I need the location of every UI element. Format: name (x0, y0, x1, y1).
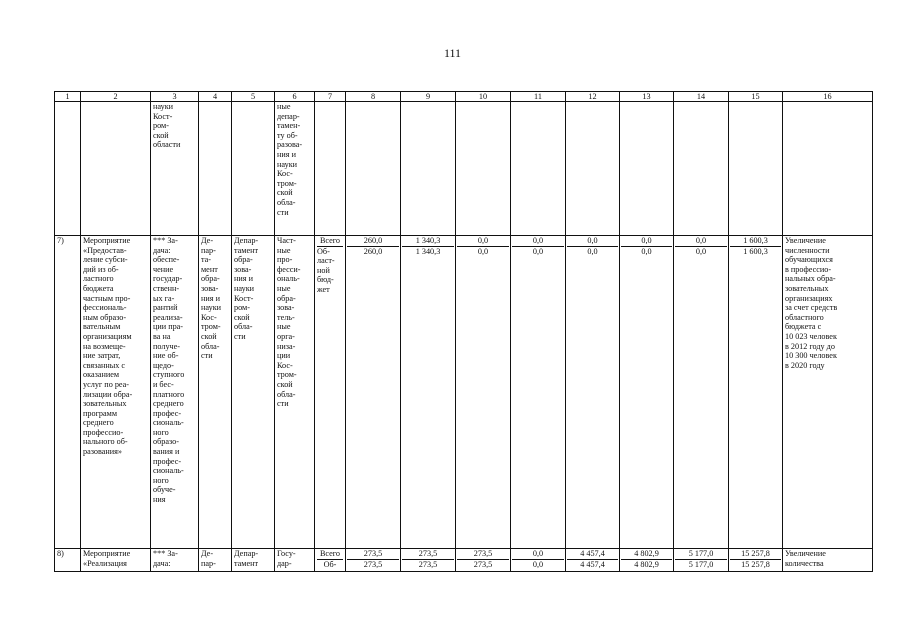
source-regional: Об- (323, 559, 337, 569)
value-total: 0,0 (567, 236, 618, 247)
value-total: 273,5 (402, 549, 454, 560)
value-total: 0,0 (457, 236, 509, 247)
value-cell (456, 549, 511, 572)
value-total: 0,0 (621, 236, 672, 247)
value-regional: 273,5 (418, 559, 438, 569)
value-total: 4 457,4 (567, 549, 618, 560)
source-cell (315, 236, 346, 549)
value-regional: 1 340,3 (415, 246, 441, 256)
header-cell: 8 (346, 92, 401, 102)
header-cell: 14 (674, 92, 729, 102)
value-total: 15 257,8 (730, 549, 781, 560)
table-row-7 (55, 236, 873, 549)
header-cell: 6 (275, 92, 315, 102)
value-total: 0,0 (675, 236, 727, 247)
row-number: 8) (55, 549, 81, 572)
header-cell: 16 (783, 92, 873, 102)
participant-cell: Част- ные про- фесси- ональ- ные обра- зова- тель- ные орга- низа- ции Кос- тром- ской обла- сти (275, 236, 315, 549)
header-cell: 12 (566, 92, 620, 102)
value-cell (566, 236, 620, 549)
value-total: 260,0 (347, 236, 399, 247)
value-cell (566, 549, 620, 572)
header-cell: 13 (620, 92, 674, 102)
value-total: 5 177,0 (675, 549, 727, 560)
value-regional: 0,0 (477, 246, 489, 256)
value-regional: 273,5 (473, 559, 493, 569)
participant-cell: Госу- дар- (275, 549, 315, 572)
value-regional: 4 802,9 (634, 559, 659, 569)
header-cell: 1 (55, 92, 81, 102)
row-number: 7) (55, 236, 81, 549)
value-cell (729, 549, 783, 572)
value-regional: 0,0 (532, 246, 544, 256)
value-cell (401, 236, 456, 549)
value-cell (401, 549, 456, 572)
cont-task-cell: науки Кост- ром- ской области (151, 102, 199, 236)
value-regional: 1 600,3 (743, 246, 768, 256)
header-cell: 9 (401, 92, 456, 102)
source-regional: Об- ласт- ной бюд- жет (317, 246, 335, 294)
header-cell: 3 (151, 92, 199, 102)
header-cell: 2 (81, 92, 151, 102)
value-regional: 4 457,4 (580, 559, 605, 569)
value-regional: 5 177,0 (688, 559, 714, 569)
result-cell: Увеличение численности обучающихся в профессио- нальных обра- зовательных организациях за счет средств областного бюджета с 10 023 человек в 2012 году до 10 300 человек в 2020 году (783, 236, 873, 549)
executor-cell: Депар- тамент обра- зова- ния и науки Кост- ром- ской обла- сти (232, 236, 275, 549)
coordinator-cell: Де- пар- (199, 549, 232, 572)
header-cell: 4 (199, 92, 232, 102)
source-total: Всего (317, 549, 343, 560)
value-cell (674, 236, 729, 549)
value-regional: 260,0 (363, 246, 383, 256)
coordinator-cell: Де- пар- та- мент обра- зова- ния и науки Кос- тром- ской обла- сти (199, 236, 232, 549)
executor-cell: Депар- тамент (232, 549, 275, 572)
value-regional: 273,5 (363, 559, 383, 569)
value-total: 1 340,3 (402, 236, 454, 247)
value-cell (456, 236, 511, 549)
value-total: 4 802,9 (621, 549, 672, 560)
value-total: 0,0 (512, 236, 564, 247)
value-cell (346, 549, 401, 572)
header-row (55, 92, 873, 102)
value-regional: 0,0 (532, 559, 544, 569)
value-regional: 0,0 (695, 246, 707, 256)
value-cell (511, 549, 566, 572)
source-total: Всего (317, 236, 343, 247)
header-cell: 15 (729, 92, 783, 102)
cont-executor-cell: ные депар- тамен- ту об- разова- ния и науки Кос- тром- ской обла- сти (275, 102, 315, 236)
value-regional: 0,0 (587, 246, 598, 256)
value-total: 273,5 (347, 549, 399, 560)
header-cell: 7 (315, 92, 346, 102)
result-cell: Увеличение количества (783, 549, 873, 572)
page-number: 111 (443, 46, 462, 60)
measure-cell: Мероприятие «Реализация (81, 549, 151, 572)
value-cell (729, 236, 783, 549)
continuation-row (55, 102, 873, 236)
source-cell (315, 549, 346, 572)
value-cell (511, 236, 566, 549)
value-total: 1 600,3 (730, 236, 781, 247)
measure-cell: Мероприятие «Предостав- ление субси- дий из об- ластного бюджета частным про- фессиональ- ным образо- вательным организациям на возмеще- ние затрат, связанных с оказанием услуг по реа- лизации обра- зовательных программ среднего профессио- нального об- разования» (81, 236, 151, 549)
value-regional: 15 257,8 (741, 559, 770, 569)
value-total: 273,5 (457, 549, 509, 560)
value-cell (346, 236, 401, 549)
value-cell (620, 236, 674, 549)
task-cell: *** За- дача: обеспе- чение государ- ственн- ых га- рантий реализа- ции пра- ва на получе- ние об- щедо- ступного и бес- платного среднего профес- сиональ- ного образо- вания и профес- сиональ- ного обуче- ния (151, 236, 199, 549)
value-regional: 0,0 (641, 246, 652, 256)
header-cell: 5 (232, 92, 275, 102)
program-table (54, 91, 873, 572)
value-cell (620, 549, 674, 572)
header-cell: 11 (511, 92, 566, 102)
header-cell: 10 (456, 92, 511, 102)
table-row-8 (55, 549, 873, 572)
value-total: 0,0 (512, 549, 564, 560)
value-cell (674, 549, 729, 572)
task-cell: *** За- дача: (151, 549, 199, 572)
